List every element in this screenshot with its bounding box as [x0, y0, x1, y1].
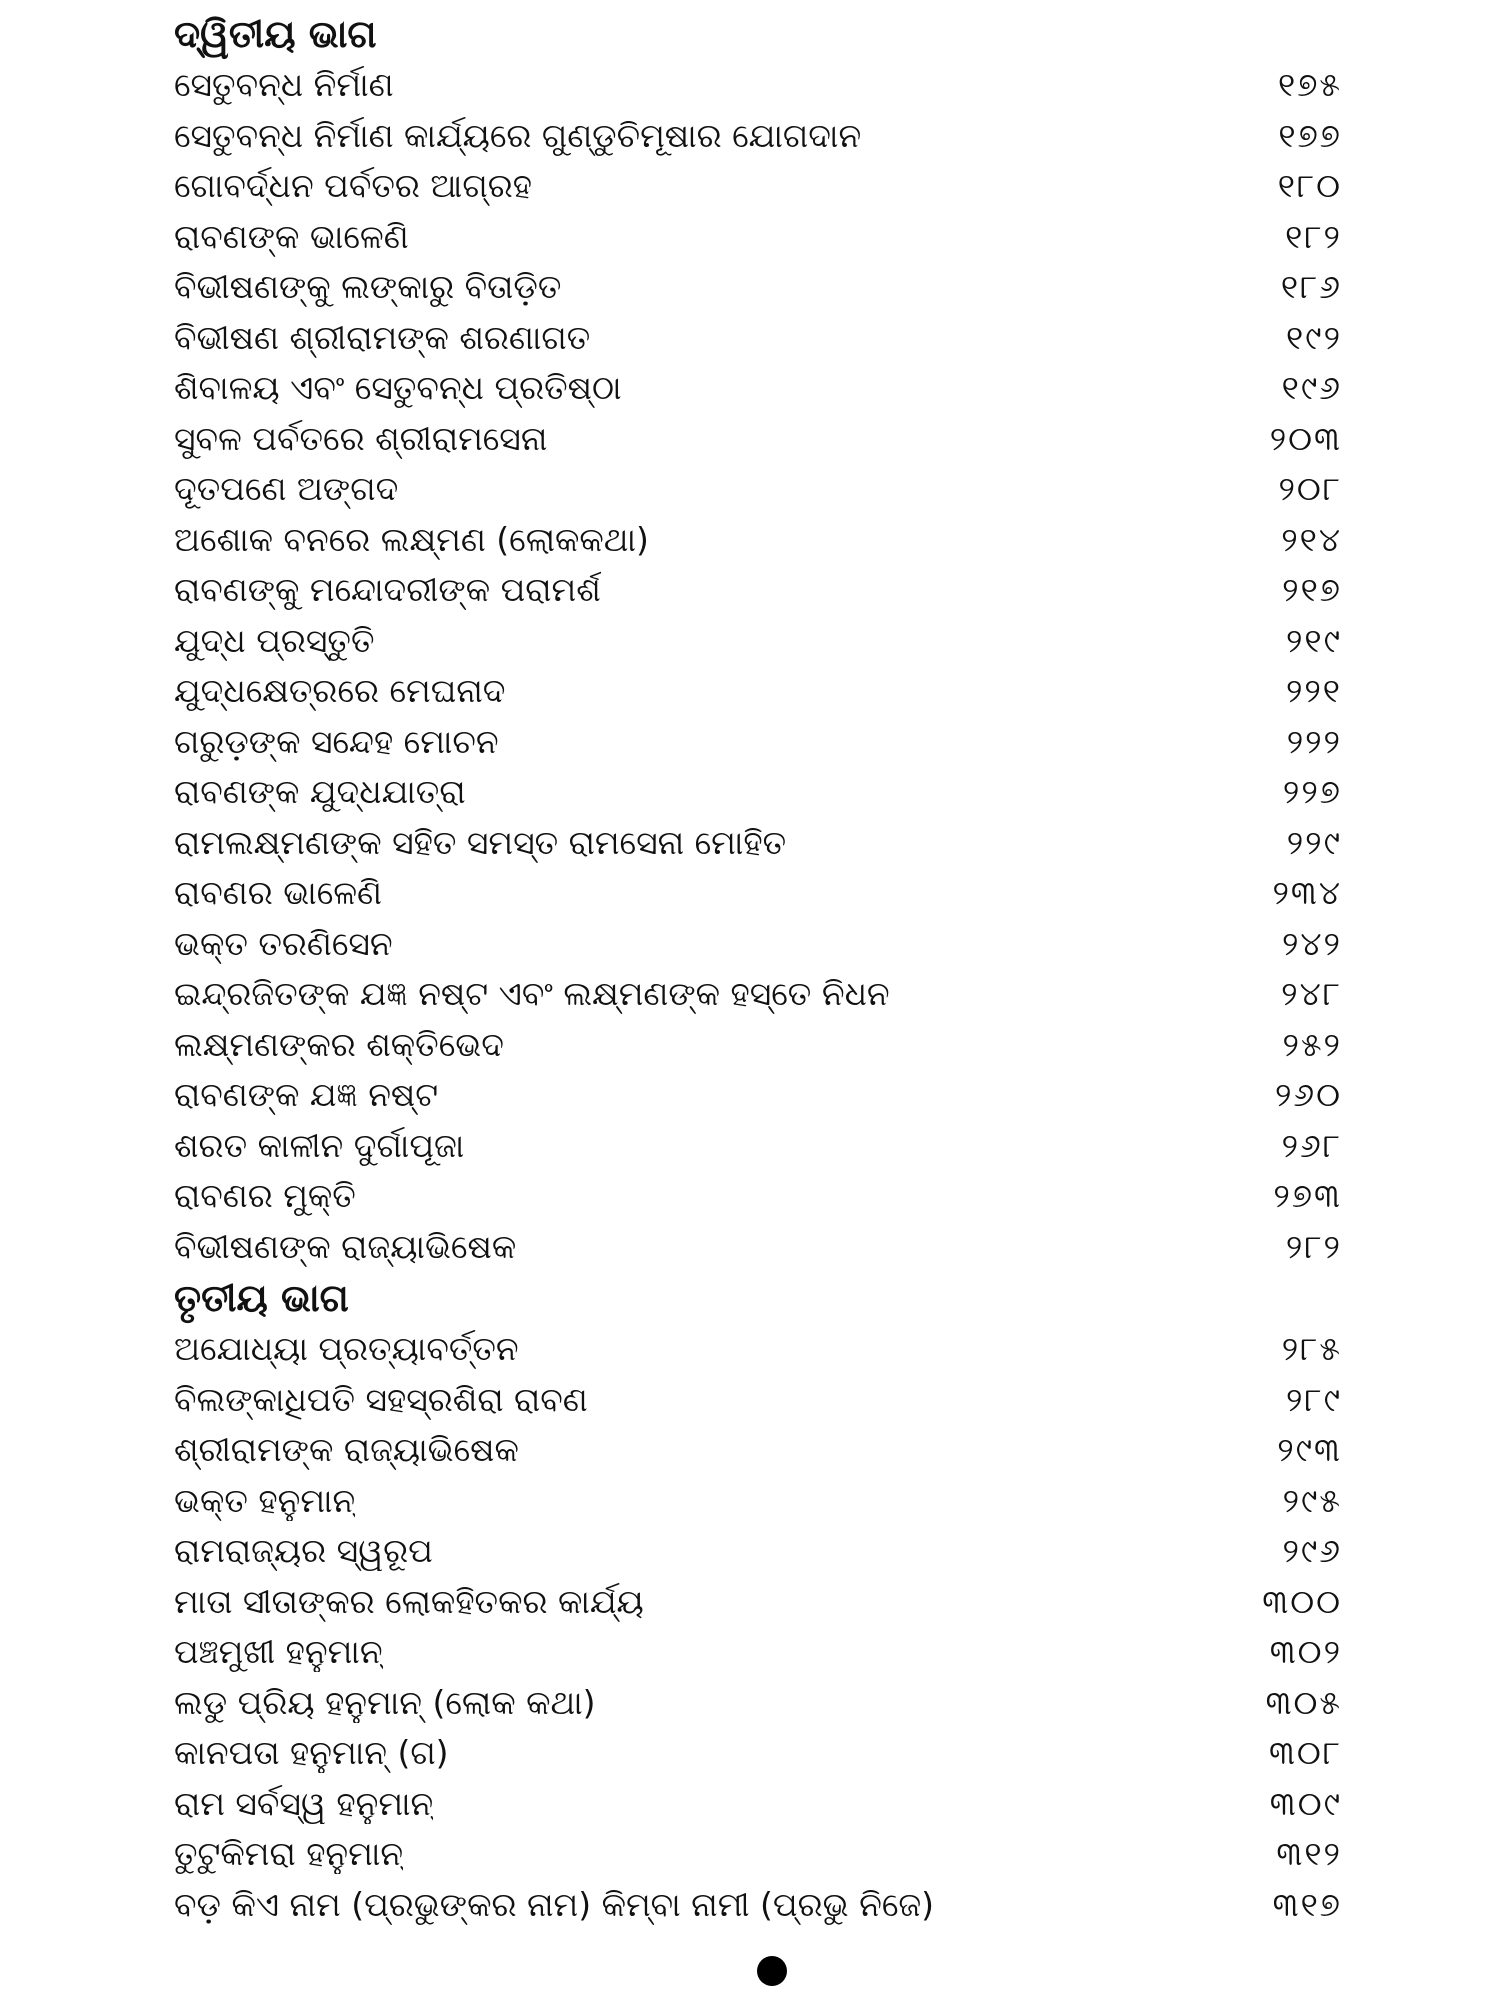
- entry-title: ରାମରାଜ୍ୟର ସ୍ୱରୂପ: [174, 1531, 433, 1571]
- entry-page-number: ୩୦୦: [1262, 1581, 1342, 1621]
- entry-page-number: ୩୦୨: [1269, 1632, 1342, 1672]
- toc-entry: [174, 212, 1342, 263]
- toc-entry: [174, 1880, 1342, 1931]
- toc-entry: [174, 767, 1342, 818]
- entry-page-number: ୨୭୩: [1273, 1176, 1342, 1216]
- entry-page-number: ୨୬୮: [1281, 1125, 1342, 1165]
- entry-page-number: ୩୦୮: [1268, 1733, 1342, 1773]
- entry-page-number: ୨୮୨: [1285, 1226, 1342, 1266]
- toc-entry: [174, 717, 1342, 768]
- toc-entry: [174, 1829, 1342, 1880]
- table-of-contents: [174, 8, 1342, 1930]
- entry-page-number: ୩୦୫: [1265, 1682, 1342, 1722]
- entry-page-number: ୧୯୨: [1285, 317, 1342, 357]
- toc-entry: [174, 515, 1342, 566]
- entry-page-number: ୧୮୦: [1277, 166, 1342, 206]
- entry-title: ଶରତ କାଳୀନ ଦୁର୍ଗାପୂଜା: [174, 1125, 465, 1165]
- entry-title: ସେତୁବନ୍ଧ ନିର୍ମାଣ: [174, 65, 394, 105]
- entry-page-number: ୨୯୩: [1277, 1430, 1342, 1470]
- toc-entry: [174, 1476, 1342, 1527]
- entry-page-number: ୨୧୭: [1282, 570, 1342, 610]
- entry-page-number: ୨୦୩: [1269, 418, 1342, 458]
- entry-title: ଅଶୋକ ବନରେ ଲକ୍ଷ୍ମଣ (ଲୋକକଥା): [174, 519, 649, 559]
- toc-entry: [174, 1779, 1342, 1830]
- entry-page-number: ୧୮୬: [1280, 267, 1342, 307]
- entry-title: ଯୁଦ୍ଧ ପ୍ରସ୍ତୁତି: [174, 620, 375, 660]
- toc-entry: [174, 969, 1342, 1020]
- entry-title: ବଡ଼ କିଏ ନାମ (ପ୍ରଭୁଙ୍କର ନାମ) କିମ୍ବା ନାମୀ (ପ୍ରଭୁ ନିଜେ): [174, 1884, 935, 1924]
- toc-entry: [174, 414, 1342, 465]
- toc-entry: [174, 565, 1342, 616]
- toc-entry: [174, 1627, 1342, 1678]
- section-heading: ତୃତୀୟ ଭାଗ: [174, 1276, 349, 1320]
- toc-entry: [174, 1020, 1342, 1071]
- entry-title: ପଞ୍ଚମୁଖୀ ହନୁମାନ୍: [174, 1632, 383, 1672]
- entry-title: ରାବଣଙ୍କୁ ମନ୍ଦୋଦରୀଙ୍କ ପରାମର୍ଶ: [174, 570, 601, 610]
- toc-entry: [174, 1375, 1342, 1426]
- entry-title: ରାମଲକ୍ଷ୍ମଣଙ୍କ ସହିତ ସମସ୍ତ ରାମସେନା ମୋହିତ: [174, 822, 787, 862]
- entry-page-number: ୨୨୨: [1286, 721, 1342, 761]
- page-bullet: [757, 1956, 787, 1986]
- entry-title: ଶ୍ରୀରାମଙ୍କ ରାଜ୍ୟାଭିଷେକ: [174, 1430, 519, 1470]
- entry-title: ସୁବଳ ପର୍ବତରେ ଶ୍ରୀରାମସେନା: [174, 418, 548, 458]
- toc-entry: [174, 1526, 1342, 1577]
- toc-entry: [174, 1577, 1342, 1628]
- entry-page-number: ୨୨୭: [1282, 772, 1342, 812]
- entry-title: ରାବଣର ମୁକ୍ତି: [174, 1176, 356, 1216]
- toc-entry: [174, 616, 1342, 667]
- entry-title: ବିଭୀଷଣ ଶ୍ରୀରାମଙ୍କ ଶରଣାଗତ: [174, 317, 591, 357]
- entry-title: ଅଯୋଧ୍ୟା ପ୍ରତ୍ୟାବର୍ତ୍ତନ: [174, 1329, 519, 1369]
- entry-title: ମାତା ସୀତାଙ୍କର ଲୋକହିତକର କାର୍ଯ୍ୟ: [174, 1581, 644, 1621]
- entry-page-number: ୨୧୪: [1281, 519, 1342, 559]
- toc-entry: [174, 111, 1342, 162]
- entry-page-number: ୨୩୪: [1272, 873, 1342, 913]
- toc-entry: [174, 464, 1342, 515]
- toc-entry: [174, 1121, 1342, 1172]
- toc-entry: [174, 818, 1342, 869]
- entry-page-number: ୨୨୧: [1285, 671, 1342, 711]
- entry-title: ଲକ୍ଷ୍ମଣଙ୍କର ଶକ୍ତିଭେଦ: [174, 1024, 504, 1064]
- entry-title: ସେତୁବନ୍ଧ ନିର୍ମାଣ କାର୍ଯ୍ୟରେ ଗୁଣ୍ଡୁଚିମୂଷାର ଯୋଗଦାନ: [174, 115, 862, 155]
- entry-title: ଲଡୁ ପ୍ରିୟ ହନୁମାନ୍ (ଲୋକ କଥା): [174, 1682, 596, 1722]
- toc-entry: [174, 313, 1342, 364]
- toc-entry: [174, 1171, 1342, 1222]
- entry-page-number: ୨୬୦: [1274, 1075, 1342, 1115]
- entry-page-number: ୨୪୨: [1281, 923, 1342, 963]
- entry-page-number: ୧୮୨: [1285, 216, 1342, 256]
- toc-entry: [174, 1678, 1342, 1729]
- entry-title: ଦୂତପଣେ ଅଙ୍ଗଦ: [174, 469, 399, 509]
- entry-title: ଗରୁଡ଼ଙ୍କ ସନ୍ଦେହ ମୋଚନ: [174, 721, 499, 761]
- entry-page-number: ୨୮୫: [1281, 1329, 1342, 1369]
- entry-page-number: ୨୫୨: [1282, 1024, 1342, 1064]
- toc-entry: [174, 1070, 1342, 1121]
- toc-entry: [174, 666, 1342, 717]
- entry-title: ଇନ୍ଦ୍ରଜିତଙ୍କ ଯଜ୍ଞ ନଷ୍ଟ ଏବଂ ଲକ୍ଷ୍ମଣଙ୍କ ହସ୍ତେ ନିଧନ: [174, 974, 890, 1014]
- entry-title: ଭକ୍ତ ତରଣିସେନ: [174, 923, 393, 963]
- toc-entry: [174, 868, 1342, 919]
- entry-page-number: ୧୭୭: [1278, 115, 1342, 155]
- entry-title: ରାବଣଙ୍କ ଯୁଦ୍ଧଯାତ୍ରା: [174, 772, 466, 812]
- entry-page-number: ୨୯୫: [1282, 1480, 1342, 1520]
- toc-entry: [174, 60, 1342, 111]
- entry-title: ଗୋବର୍ଦ୍ଧନ ପର୍ବତର ଆଗ୍ରହ: [174, 166, 532, 206]
- toc-entry: [174, 1324, 1342, 1375]
- entry-page-number: ୩୦୯: [1269, 1783, 1342, 1823]
- entry-page-number: ୧୯୬: [1281, 368, 1342, 408]
- entry-page-number: ୨୧୯: [1285, 620, 1342, 660]
- entry-page-number: ୨୯୬: [1282, 1531, 1342, 1571]
- section-heading: ଦ୍ୱିତୀୟ ଭାଗ: [174, 12, 377, 56]
- toc-entry: [174, 919, 1342, 970]
- entry-title: ବିଲଙ୍କାଧିପତି ସହସ୍ରଶିରା ରାବଣ: [174, 1379, 588, 1419]
- toc-entry: [174, 1728, 1342, 1779]
- entry-page-number: ୨୦୮: [1278, 469, 1342, 509]
- entry-title: ରାମ ସର୍ବସ୍ୱ ହନୁମାନ୍: [174, 1783, 434, 1823]
- entry-title: ତୁଟୁକିମରା ହନୁମାନ୍: [174, 1834, 404, 1874]
- toc-entry: [174, 1425, 1342, 1476]
- entry-title: ଯୁଦ୍ଧକ୍ଷେତ୍ରରେ ମେଘନାଦ: [174, 671, 506, 711]
- toc-entry: [174, 1222, 1342, 1273]
- entry-title: ରାବଣର ଭାଳେଣି: [174, 873, 382, 913]
- toc-entry: [174, 363, 1342, 414]
- entry-page-number: ୩୧୭: [1272, 1884, 1342, 1924]
- entry-title: ରାବଣଙ୍କ ଭାଳେଣି: [174, 216, 409, 256]
- entry-title: ଭକ୍ତ ହନୁମାନ୍: [174, 1480, 356, 1520]
- entry-title: କାନପତା ହନୁମାନ୍ (ଗ): [174, 1733, 449, 1773]
- entry-page-number: ୩୧୨: [1276, 1834, 1342, 1874]
- entry-page-number: ୨୮୯: [1285, 1379, 1342, 1419]
- entry-page-number: ୨୨୯: [1286, 822, 1342, 862]
- entry-title: ବିଭୀଷଣଙ୍କୁ ଲଙ୍କାରୁ ବିତାଡ଼ିତ: [174, 267, 562, 307]
- entry-title: ଶିବାଳୟ ଏବଂ ସେତୁବନ୍ଧ ପ୍ରତିଷ୍ଠା: [174, 368, 622, 408]
- toc-entry: [174, 161, 1342, 212]
- entry-page-number: ୨୪୮: [1281, 974, 1342, 1014]
- entry-title: ବିଭୀଷଣଙ୍କ ରାଜ୍ୟାଭିଷେକ: [174, 1226, 517, 1266]
- entry-page-number: ୧୭୫: [1278, 65, 1342, 105]
- entry-title: ରାବଣଙ୍କ ଯଜ୍ଞ ନଷ୍ଟ: [174, 1075, 439, 1115]
- toc-entry: [174, 262, 1342, 313]
